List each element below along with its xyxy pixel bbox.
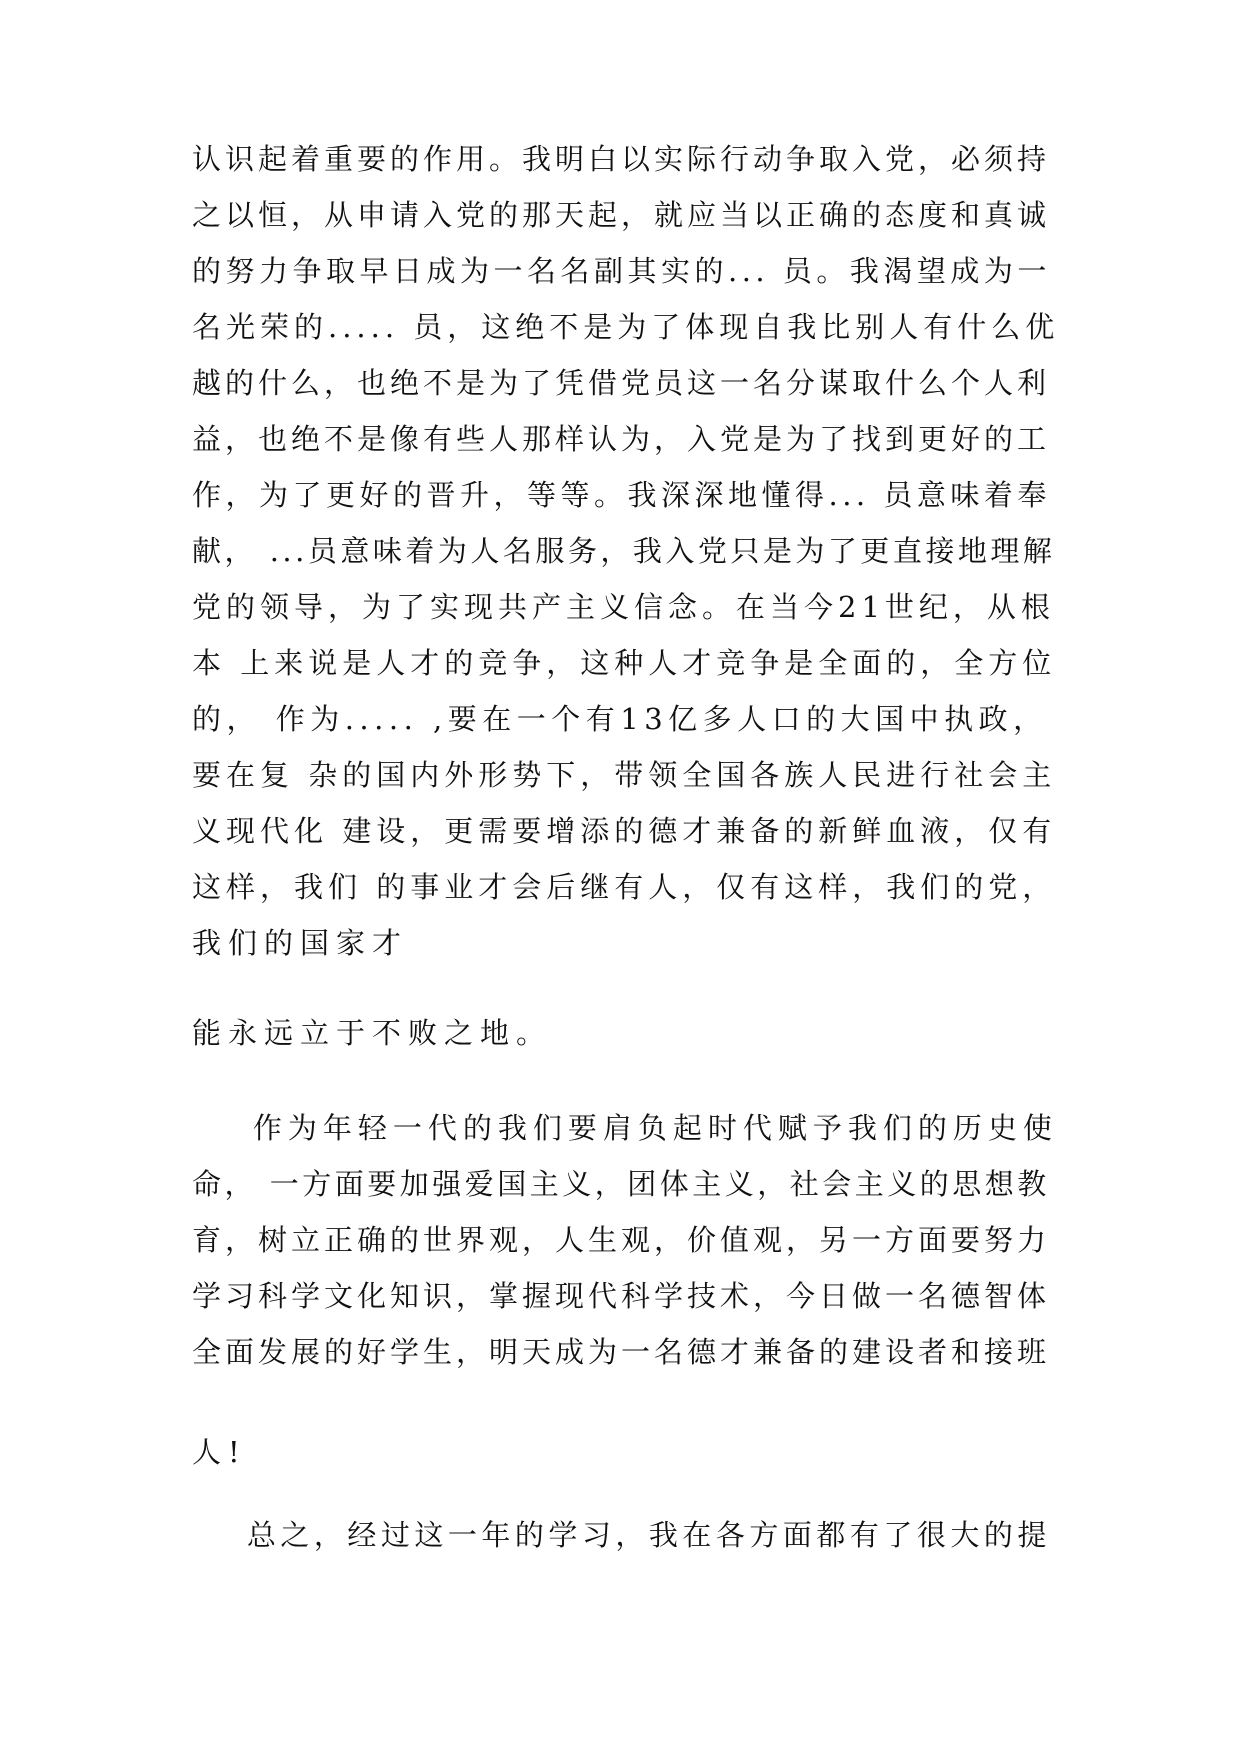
paragraph-summary <box>192 1507 1062 1563</box>
text-line: 益，也绝不是像有些人那样认为，入党是为了找到更好的工 <box>192 422 1051 456</box>
text-line: 要在复 杂的国内外形势下，带领全国各族人民进行社会主 <box>192 758 1057 792</box>
text-line: 献， ...员意味着为人名服务，我入党只是为了更直接地理解 <box>192 534 1056 568</box>
text-line: 本 上来说是人才的竞争，这种人才竞争是全面的，全方位 <box>192 646 1057 680</box>
text-line: 之以恒，从申请入党的那天起，就应当以正确的态度和真诚 <box>192 198 1051 232</box>
paragraph-young-generation-end <box>192 1424 1062 1480</box>
text-line: 能永远立于不败之地。 <box>192 1016 553 1050</box>
text-line: 认识起着重要的作用。我明白以实际行动争取入党，必须持 <box>192 142 1051 176</box>
text-line: 育，树立正确的世界观，人生观，价值观，另一方面要努力 <box>192 1223 1051 1257</box>
text-line: 人! <box>192 1435 247 1469</box>
text-line: 的， 作为..... ,要在一个有13亿多人口的大国中执政， <box>192 702 1048 736</box>
text-line: 作，为了更好的晋升，等等。我深深地懂得... 员意味着奉 <box>192 478 1051 512</box>
text-line: 的努力争取早日成为一名名副其实的... 员。我渴望成为一 <box>192 254 1051 288</box>
text-line: 总之，经过这一年的学习，我在各方面都有了很大的提 <box>192 1518 1051 1552</box>
text-line: 义现代化 建设，更需要增添的德才兼备的新鲜血液，仅有 <box>192 814 1057 848</box>
text-line: 越的什么，也绝不是为了凭借党员这一名分谋取什么个人利 <box>192 366 1051 400</box>
text-line: 命， 一方面要加强爱国主义，团体主义，社会主义的思想教 <box>192 1167 1050 1201</box>
text-line: 这样，我们 的事业才会后继有人，仅有这样，我们的党， <box>192 870 1057 904</box>
paragraph-ending-line <box>192 1005 1062 1061</box>
paragraph-continuation <box>192 131 1062 971</box>
text-line: 学习科学文化知识，掌握现代科学技术，今日做一名德智体 <box>192 1279 1051 1313</box>
text-line: 作为年轻一代的我们要肩负起时代赋予我们的历史使 <box>192 1111 1058 1145</box>
text-line: 党的领导，为了实现共产主义信念。在当今21世纪，从根 <box>192 590 1055 624</box>
text-line: 名光荣的..... 员，这绝不是为了体现自我比别人有什么优 <box>192 310 1060 344</box>
text-line: 全面发展的好学生，明天成为一名德才兼备的建设者和接班 <box>192 1335 1051 1369</box>
paragraph-young-generation <box>192 1100 1062 1380</box>
text-line: 我们的国家才 <box>192 926 409 960</box>
